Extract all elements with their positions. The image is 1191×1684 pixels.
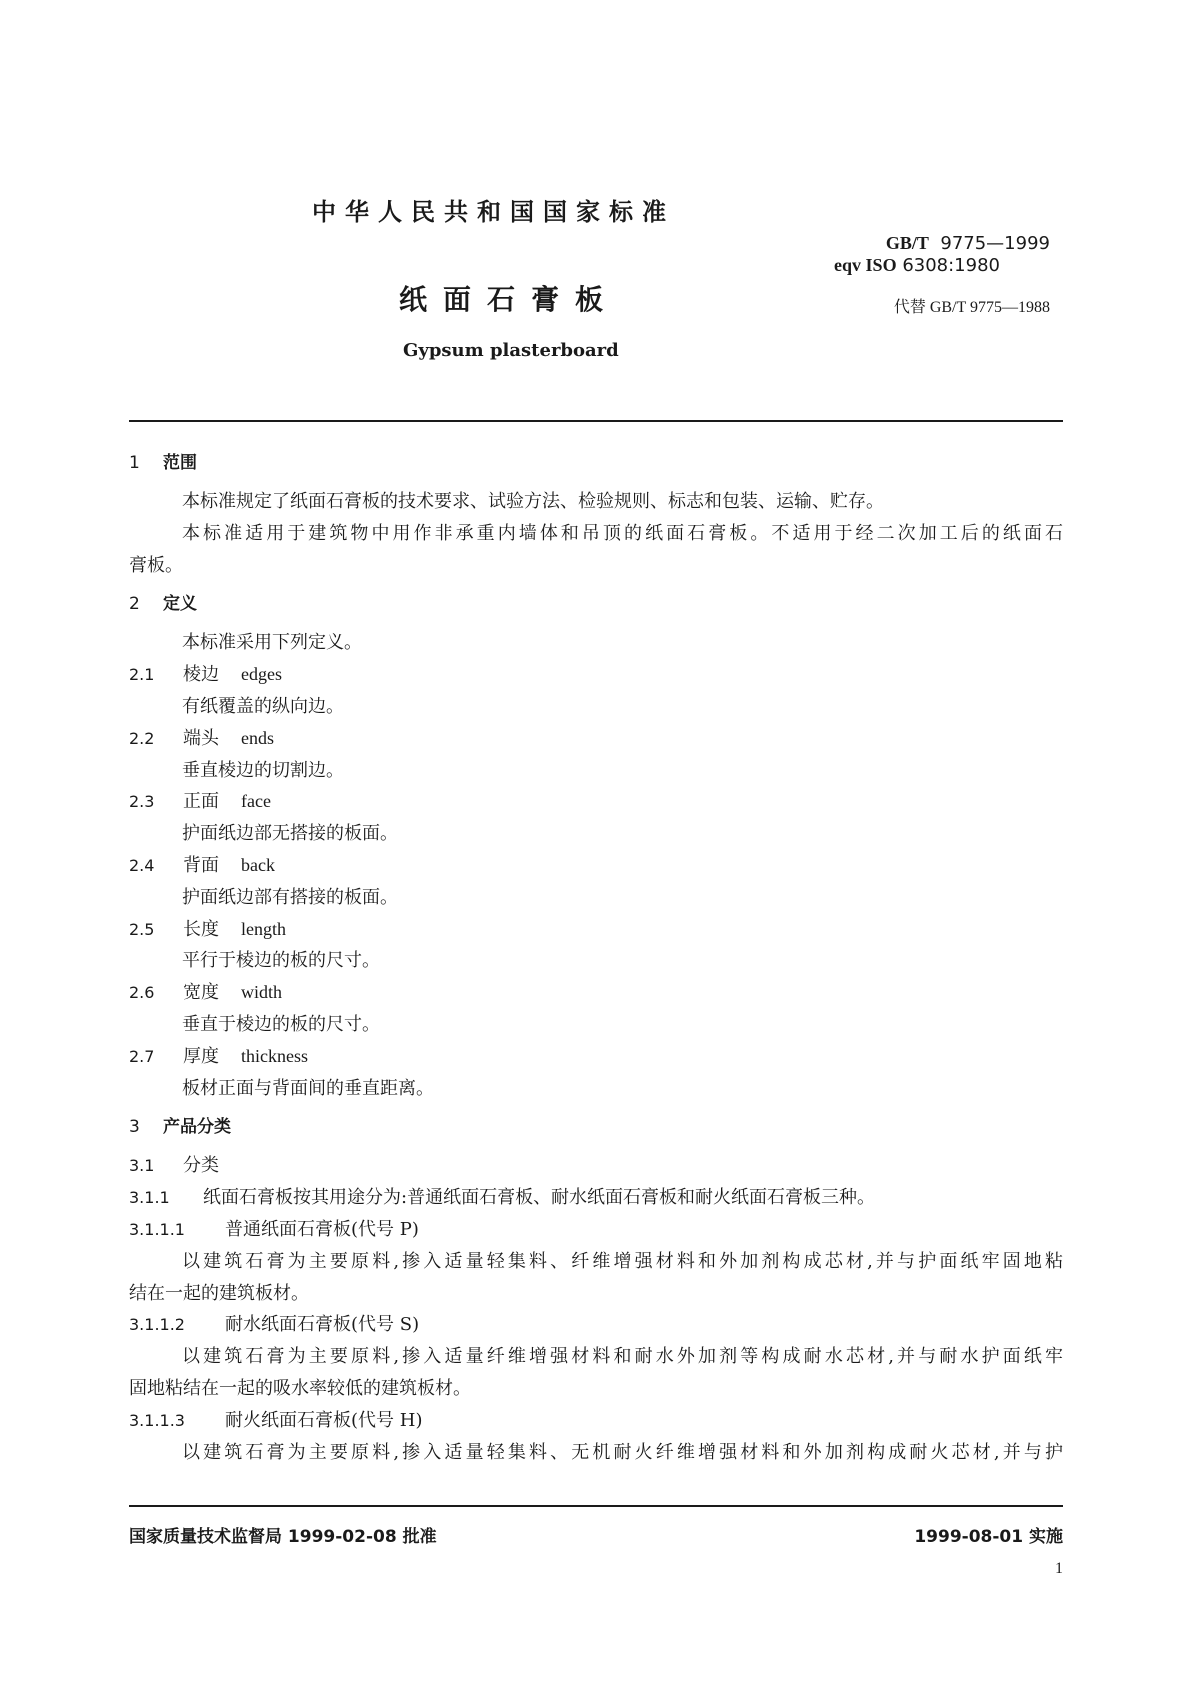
paragraph-continuation: 结在一起的建筑板材。 xyxy=(129,1282,309,1304)
effective-date: 1999-08-01 实施 xyxy=(914,1527,1063,1547)
term-cn: 厚度 xyxy=(183,1045,219,1067)
definition-term xyxy=(129,977,1063,1009)
term-en: face xyxy=(241,791,271,812)
clause-heading xyxy=(129,1150,1063,1182)
section-number: 2 xyxy=(129,594,140,615)
section-title: 产品分类 xyxy=(163,1117,231,1138)
definition-term xyxy=(129,786,1063,818)
term-cn: 背面 xyxy=(183,854,219,876)
definition-text: 有纸覆盖的纵向边。 xyxy=(182,695,344,717)
equivalent-standard xyxy=(834,254,1000,277)
eqv-number: 6308:1980 xyxy=(902,255,1000,276)
section-number: 1 xyxy=(129,453,140,473)
bottom-divider xyxy=(129,1505,1063,1507)
clause-title: 耐水纸面石膏板(代号 S) xyxy=(225,1314,420,1336)
term-cn: 正面 xyxy=(183,791,219,813)
clause-number: 2.2 xyxy=(129,728,155,748)
clause-number: 2.4 xyxy=(129,855,155,875)
clause-heading xyxy=(129,1405,1063,1437)
clause-heading xyxy=(129,1214,1063,1246)
paragraph: 本标准规定了纸面石膏板的技术要求、试验方法、检验规则、标志和包装、运输、贮存。 xyxy=(182,491,884,512)
term-cn: 宽度 xyxy=(183,982,219,1004)
document-title-en: Gypsum plasterboard xyxy=(403,340,619,361)
paragraph: 以建筑石膏为主要原料,掺入适量轻集料、纤维增强材料和外加剂构成芯材,并与护面纸牢固地粘 xyxy=(182,1250,1063,1272)
clause-body: 纸面石膏板按其用途分为:普通纸面石膏板、耐水纸面石膏板和耐火纸面石膏板三种。 xyxy=(203,1187,876,1209)
clause-title: 普通纸面石膏板(代号 P) xyxy=(225,1218,419,1240)
definition-term xyxy=(129,659,1063,691)
page-number: 1 xyxy=(1055,1560,1063,1577)
term-en: edges xyxy=(241,664,282,685)
clause-title: 分类 xyxy=(183,1155,219,1177)
section-number: 3 xyxy=(129,1117,140,1138)
definition-text: 板材正面与背面间的垂直距离。 xyxy=(182,1077,434,1099)
definition-text: 护面纸边部无搭接的板面。 xyxy=(182,823,398,845)
term-en: thickness xyxy=(241,1045,308,1066)
term-en: length xyxy=(241,918,286,939)
standard-code-number: 9775—1999 xyxy=(940,233,1050,254)
standard-code-prefix: GB/T xyxy=(885,233,929,253)
clause-text xyxy=(129,1182,1063,1214)
paragraph: 本标准适用于建筑物中用作非承重内墙体和吊顶的纸面石膏板。不适用于经二次加工后的纸面石 xyxy=(182,522,1063,544)
replaces-standard: 代替 GB/T 9775—1988 xyxy=(893,299,1050,316)
definition-text: 垂直于棱边的板的尺寸。 xyxy=(182,1013,380,1035)
section-heading-1 xyxy=(129,440,1063,486)
approval-note: 国家质量技术监督局 1999-02-08 批准 xyxy=(129,1527,437,1547)
paragraph-continuation: 固地粘结在一起的吸水率较低的建筑板材。 xyxy=(129,1377,471,1399)
definition-text: 垂直棱边的切割边。 xyxy=(182,759,344,781)
definition-term xyxy=(129,914,1063,946)
clause-number: 2.7 xyxy=(129,1046,155,1066)
definition-text: 护面纸边部有搭接的板面。 xyxy=(182,886,398,908)
term-en: ends xyxy=(241,727,274,748)
term-en: width xyxy=(241,982,283,1003)
term-cn: 棱边 xyxy=(183,664,219,686)
clause-number: 3.1.1.2 xyxy=(129,1315,185,1335)
clause-number: 3.1.1 xyxy=(129,1188,170,1208)
document-title-cn: 纸面石膏板 xyxy=(399,283,620,316)
national-standard-heading: 中华人民共和国国家标准 xyxy=(312,198,675,226)
clause-number: 2.5 xyxy=(129,919,155,939)
standard-code xyxy=(886,232,1050,255)
clause-number: 2.3 xyxy=(129,792,155,812)
clause-heading xyxy=(129,1309,1063,1341)
section-title: 定义 xyxy=(163,594,197,615)
section-heading-3 xyxy=(129,1104,1063,1150)
clause-number: 2.6 xyxy=(129,983,155,1003)
paragraph: 以建筑石膏为主要原料,掺入适量轻集料、无机耐火纤维增强材料和外加剂构成耐火芯材,并与护 xyxy=(182,1441,1063,1463)
top-divider xyxy=(129,420,1063,422)
term-en: back xyxy=(241,854,275,875)
paragraph: 以建筑石膏为主要原料,掺入适量纤维增强材料和耐水外加剂等构成耐水芯材,并与耐水护面纸牢 xyxy=(182,1346,1063,1368)
clause-number: 3.1 xyxy=(129,1156,155,1176)
section-heading-2 xyxy=(129,581,1063,627)
definition-term xyxy=(129,1041,1063,1073)
paragraph-continuation: 膏板。 xyxy=(129,554,183,576)
document-body xyxy=(129,440,1063,1468)
definition-term xyxy=(129,850,1063,882)
paragraph: 本标准采用下列定义。 xyxy=(182,632,362,654)
term-cn: 端头 xyxy=(183,727,219,749)
clause-number: 2.1 xyxy=(129,665,155,685)
definition-term xyxy=(129,723,1063,755)
term-cn: 长度 xyxy=(183,918,219,940)
definition-text: 平行于棱边的板的尺寸。 xyxy=(182,950,380,972)
clause-number: 3.1.1.1 xyxy=(129,1219,185,1239)
clause-number: 3.1.1.3 xyxy=(129,1410,185,1430)
eqv-prefix: eqv ISO xyxy=(834,255,897,275)
clause-title: 耐火纸面石膏板(代号 H) xyxy=(225,1409,423,1431)
section-title: 范围 xyxy=(163,453,197,473)
